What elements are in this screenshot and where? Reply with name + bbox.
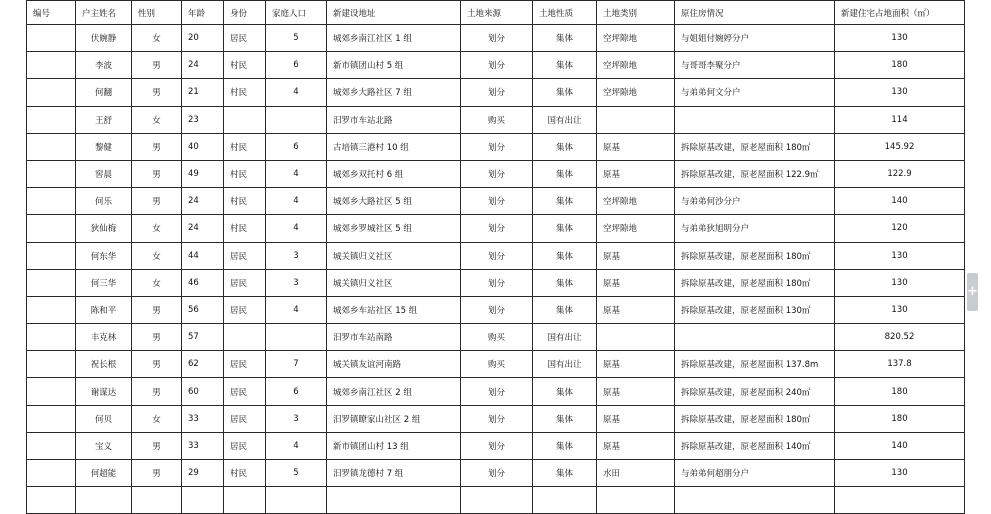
cell-identity: 居民 [224, 405, 266, 432]
table-row [27, 106, 965, 133]
cell-age: 49 [182, 160, 224, 187]
cell-address: 城关镇归义社区 [327, 269, 461, 296]
col-header-area: 新建住宅占地面积（㎡） [835, 1, 965, 25]
cell-land-nature: 集体 [533, 378, 597, 405]
cell-family: 3 [266, 242, 327, 269]
cell-family [266, 324, 327, 351]
cell-age: 21 [182, 79, 224, 106]
cell-family [266, 487, 327, 514]
cell-id [27, 242, 76, 269]
col-header-land-nature: 土地性质 [533, 1, 597, 25]
cell-family: 4 [266, 79, 327, 106]
table-row [27, 215, 965, 242]
housing-register-table [26, 0, 965, 514]
cell-age: 24 [182, 188, 224, 215]
cell-id [27, 106, 76, 133]
cell-age: 23 [182, 106, 224, 133]
cell-land-source: 划分 [461, 269, 533, 296]
cell-land-source: 划分 [461, 25, 533, 52]
cell-land-nature: 集体 [533, 133, 597, 160]
cell-housing: 拆除原基改建，原老屋面积 180㎡ [675, 133, 835, 160]
col-header-id: 编号 [27, 1, 76, 25]
cell-area: 137.8 [835, 351, 965, 378]
cell-area: 130 [835, 79, 965, 106]
cell-land-source: 划分 [461, 79, 533, 106]
cell-id [27, 432, 76, 459]
cell-id [27, 215, 76, 242]
col-header-family: 家庭人口 [266, 1, 327, 25]
cell-identity: 村民 [224, 215, 266, 242]
cell-family: 4 [266, 296, 327, 323]
cell-land-type: 原基 [597, 351, 675, 378]
cell-gender: 男 [132, 188, 182, 215]
cell-id [27, 52, 76, 79]
cell-family: 5 [266, 25, 327, 52]
cell-id [27, 133, 76, 160]
cell-gender: 男 [132, 460, 182, 487]
cell-id [27, 79, 76, 106]
cell-housing: 拆除原基改建，原老屋面积 137.8m [675, 351, 835, 378]
cell-family: 4 [266, 188, 327, 215]
cell-land-type: 空坪隙地 [597, 52, 675, 79]
cell-address: 城关镇归义社区 [327, 242, 461, 269]
cell-address: 城郊乡双托村 6 组 [327, 160, 461, 187]
cell-id [27, 160, 76, 187]
table-row [27, 351, 965, 378]
cell-address: 城郊乡大路社区 5 组 [327, 188, 461, 215]
cell-housing: 拆除原基改建，原老屋面积 140㎡ [675, 432, 835, 459]
cell-identity [224, 487, 266, 514]
cell-name: 伏婉静 [76, 25, 132, 52]
cell-address: 古培镇三港村 10 组 [327, 133, 461, 160]
cell-address: 新市镇团山村 13 组 [327, 432, 461, 459]
cell-family: 3 [266, 269, 327, 296]
table-header-row [27, 1, 965, 25]
cell-land-type: 原基 [597, 133, 675, 160]
cell-age: 40 [182, 133, 224, 160]
cell-land-nature: 集体 [533, 52, 597, 79]
cell-land-nature: 集体 [533, 215, 597, 242]
cell-name [76, 487, 132, 514]
cell-area: 140 [835, 432, 965, 459]
cell-gender: 男 [132, 160, 182, 187]
cell-land-type: 原基 [597, 405, 675, 432]
cell-gender: 女 [132, 242, 182, 269]
cell-gender: 女 [132, 269, 182, 296]
col-header-land-type: 土地类别 [597, 1, 675, 25]
cell-name: 何翻 [76, 79, 132, 106]
cell-age: 20 [182, 25, 224, 52]
cell-land-type [597, 324, 675, 351]
cell-identity: 居民 [224, 269, 266, 296]
col-header-age: 年龄 [182, 1, 224, 25]
cell-housing: 拆除原基改建，原老屋面积 180㎡ [675, 242, 835, 269]
cell-name: 何贝 [76, 405, 132, 432]
cell-address: 城郊乡南江社区 2 组 [327, 378, 461, 405]
table-row [27, 52, 965, 79]
cell-family: 6 [266, 378, 327, 405]
cell-id [27, 487, 76, 514]
cell-area: 122.9 [835, 160, 965, 187]
cell-land-nature [533, 487, 597, 514]
cell-identity: 村民 [224, 133, 266, 160]
cell-age [182, 487, 224, 514]
cell-name: 祝长根 [76, 351, 132, 378]
cell-housing: 与弟弟何沙分户 [675, 188, 835, 215]
cell-name: 狄仙梅 [76, 215, 132, 242]
cell-gender: 女 [132, 106, 182, 133]
cell-area [835, 487, 965, 514]
cell-land-nature: 集体 [533, 296, 597, 323]
table-row [27, 242, 965, 269]
cell-identity: 村民 [224, 188, 266, 215]
cell-area: 130 [835, 296, 965, 323]
cell-age: 29 [182, 460, 224, 487]
cell-area: 130 [835, 460, 965, 487]
cell-land-source [461, 487, 533, 514]
cell-land-source: 划分 [461, 160, 533, 187]
cell-family: 5 [266, 460, 327, 487]
cell-identity: 村民 [224, 160, 266, 187]
cell-identity: 居民 [224, 25, 266, 52]
cell-land-type: 空坪隙地 [597, 25, 675, 52]
cell-address: 汨罗镇瞭家山社区 2 组 [327, 405, 461, 432]
cell-address: 城郊乡大路社区 7 组 [327, 79, 461, 106]
cell-land-source: 划分 [461, 405, 533, 432]
cell-land-source: 划分 [461, 378, 533, 405]
cell-name: 谢谋达 [76, 378, 132, 405]
table-row [27, 487, 965, 514]
cell-id [27, 378, 76, 405]
cell-identity: 村民 [224, 460, 266, 487]
cell-gender: 男 [132, 79, 182, 106]
cell-name: 黎健 [76, 133, 132, 160]
cell-gender: 男 [132, 351, 182, 378]
cell-address [327, 487, 461, 514]
cell-age: 24 [182, 52, 224, 79]
cell-land-nature: 集体 [533, 25, 597, 52]
cell-name: 王舒 [76, 106, 132, 133]
cell-age: 62 [182, 351, 224, 378]
cell-address: 新市镇团山村 5 组 [327, 52, 461, 79]
cell-land-source: 划分 [461, 460, 533, 487]
cell-land-type [597, 487, 675, 514]
expand-tab-button[interactable]: + [967, 273, 978, 311]
cell-land-type: 原基 [597, 432, 675, 459]
cell-address: 城郊乡罗城社区 5 组 [327, 215, 461, 242]
table-row [27, 188, 965, 215]
cell-age: 56 [182, 296, 224, 323]
cell-id [27, 269, 76, 296]
cell-land-nature: 集体 [533, 405, 597, 432]
cell-area: 130 [835, 25, 965, 52]
cell-age: 33 [182, 405, 224, 432]
cell-gender: 女 [132, 405, 182, 432]
cell-gender: 男 [132, 296, 182, 323]
cell-address: 汨罗市车站北路 [327, 106, 461, 133]
cell-land-type: 原基 [597, 378, 675, 405]
cell-id [27, 405, 76, 432]
cell-land-source: 划分 [461, 215, 533, 242]
cell-area: 820.52 [835, 324, 965, 351]
cell-name: 何东华 [76, 242, 132, 269]
cell-housing: 拆除原基改建，原老屋面积 180㎡ [675, 405, 835, 432]
cell-housing: 与哥哥李聚分户 [675, 52, 835, 79]
cell-housing: 拆除原基改建，原老屋面积 122.9㎡ [675, 160, 835, 187]
cell-area: 130 [835, 269, 965, 296]
cell-name: 窖晨 [76, 160, 132, 187]
table-row [27, 133, 965, 160]
cell-land-type: 原基 [597, 296, 675, 323]
cell-identity: 居民 [224, 351, 266, 378]
row-header-corner [0, 0, 26, 10]
table-row [27, 79, 965, 106]
cell-area: 180 [835, 378, 965, 405]
cell-id [27, 460, 76, 487]
cell-age: 60 [182, 378, 224, 405]
cell-land-type: 原基 [597, 242, 675, 269]
cell-land-type: 空坪隙地 [597, 215, 675, 242]
cell-area: 180 [835, 405, 965, 432]
table-row [27, 405, 965, 432]
cell-area: 130 [835, 242, 965, 269]
table-body [27, 25, 965, 514]
cell-address: 城关镇友谊河南路 [327, 351, 461, 378]
cell-land-type: 空坪隙地 [597, 79, 675, 106]
col-header-gender: 性别 [132, 1, 182, 25]
cell-gender: 男 [132, 432, 182, 459]
cell-land-nature: 集体 [533, 460, 597, 487]
cell-name: 丰克林 [76, 324, 132, 351]
cell-gender: 男 [132, 324, 182, 351]
table-row [27, 432, 965, 459]
cell-land-source: 划分 [461, 133, 533, 160]
table-row [27, 378, 965, 405]
cell-identity: 村民 [224, 79, 266, 106]
cell-land-nature: 国有出让 [533, 351, 597, 378]
cell-family: 4 [266, 432, 327, 459]
cell-id [27, 324, 76, 351]
cell-area: 120 [835, 215, 965, 242]
cell-gender [132, 487, 182, 514]
cell-land-source: 购买 [461, 106, 533, 133]
cell-name: 何乐 [76, 188, 132, 215]
cell-id [27, 25, 76, 52]
cell-identity [224, 106, 266, 133]
cell-gender: 女 [132, 215, 182, 242]
cell-id [27, 296, 76, 323]
cell-land-nature: 集体 [533, 269, 597, 296]
cell-identity: 居民 [224, 296, 266, 323]
cell-area: 140 [835, 188, 965, 215]
cell-family: 3 [266, 405, 327, 432]
cell-identity: 居民 [224, 242, 266, 269]
cell-age: 57 [182, 324, 224, 351]
cell-housing: 与弟弟何文分户 [675, 79, 835, 106]
cell-land-source: 购买 [461, 324, 533, 351]
cell-land-type: 空坪隙地 [597, 188, 675, 215]
cell-gender: 男 [132, 378, 182, 405]
cell-housing [675, 324, 835, 351]
cell-land-type: 原基 [597, 160, 675, 187]
cell-land-source: 划分 [461, 242, 533, 269]
col-header-name: 户主姓名 [76, 1, 132, 25]
cell-land-source: 划分 [461, 52, 533, 79]
table-row [27, 160, 965, 187]
cell-identity: 居民 [224, 378, 266, 405]
cell-land-source: 划分 [461, 432, 533, 459]
cell-name: 何超能 [76, 460, 132, 487]
cell-area: 114 [835, 106, 965, 133]
cell-land-nature: 集体 [533, 188, 597, 215]
cell-gender: 女 [132, 25, 182, 52]
cell-land-type: 原基 [597, 269, 675, 296]
table-row [27, 324, 965, 351]
cell-address: 城郊乡车站社区 15 组 [327, 296, 461, 323]
cell-housing: 拆除原基改建，原老屋面积 240㎡ [675, 378, 835, 405]
cell-identity: 居民 [224, 432, 266, 459]
table-row [27, 269, 965, 296]
col-header-housing: 原住房情况 [675, 1, 835, 25]
cell-land-nature: 集体 [533, 432, 597, 459]
cell-land-nature: 集体 [533, 160, 597, 187]
cell-address: 汨罗市车站南路 [327, 324, 461, 351]
cell-land-type [597, 106, 675, 133]
cell-area: 145.92 [835, 133, 965, 160]
cell-land-type: 水田 [597, 460, 675, 487]
cell-housing: 与弟弟何超朋分户 [675, 460, 835, 487]
cell-land-source: 划分 [461, 296, 533, 323]
cell-family: 4 [266, 215, 327, 242]
cell-housing: 与弟弟狄旭明分户 [675, 215, 835, 242]
col-header-address: 新建设地址 [327, 1, 461, 25]
cell-land-nature: 集体 [533, 242, 597, 269]
cell-name: 陈和平 [76, 296, 132, 323]
cell-land-source: 划分 [461, 188, 533, 215]
cell-housing: 拆除原基改建，原老屋面积 130㎡ [675, 296, 835, 323]
col-header-identity: 身份 [224, 1, 266, 25]
cell-area: 180 [835, 52, 965, 79]
cell-identity: 村民 [224, 52, 266, 79]
cell-name: 何三华 [76, 269, 132, 296]
cell-age: 24 [182, 215, 224, 242]
cell-family: 6 [266, 52, 327, 79]
cell-family [266, 106, 327, 133]
cell-id [27, 188, 76, 215]
cell-land-source: 购买 [461, 351, 533, 378]
cell-address: 汨罗镇龙德村 7 组 [327, 460, 461, 487]
cell-family: 7 [266, 351, 327, 378]
cell-age: 44 [182, 242, 224, 269]
cell-housing [675, 487, 835, 514]
cell-housing [675, 106, 835, 133]
cell-name: 宝义 [76, 432, 132, 459]
cell-land-nature: 国有出让 [533, 324, 597, 351]
table-row [27, 296, 965, 323]
cell-name: 李波 [76, 52, 132, 79]
cell-age: 33 [182, 432, 224, 459]
cell-land-nature: 集体 [533, 79, 597, 106]
cell-id [27, 351, 76, 378]
cell-gender: 男 [132, 52, 182, 79]
cell-age: 46 [182, 269, 224, 296]
cell-family: 6 [266, 133, 327, 160]
table-row [27, 25, 965, 52]
cell-family: 4 [266, 160, 327, 187]
cell-address: 城郊乡南江社区 1 组 [327, 25, 461, 52]
cell-housing: 拆除原基改建，原老屋面积 180㎡ [675, 269, 835, 296]
col-header-land-source: 土地来源 [461, 1, 533, 25]
cell-land-nature: 国有出让 [533, 106, 597, 133]
cell-identity [224, 324, 266, 351]
cell-housing: 与姐姐付婉婷分户 [675, 25, 835, 52]
table-row [27, 460, 965, 487]
cell-gender: 男 [132, 133, 182, 160]
